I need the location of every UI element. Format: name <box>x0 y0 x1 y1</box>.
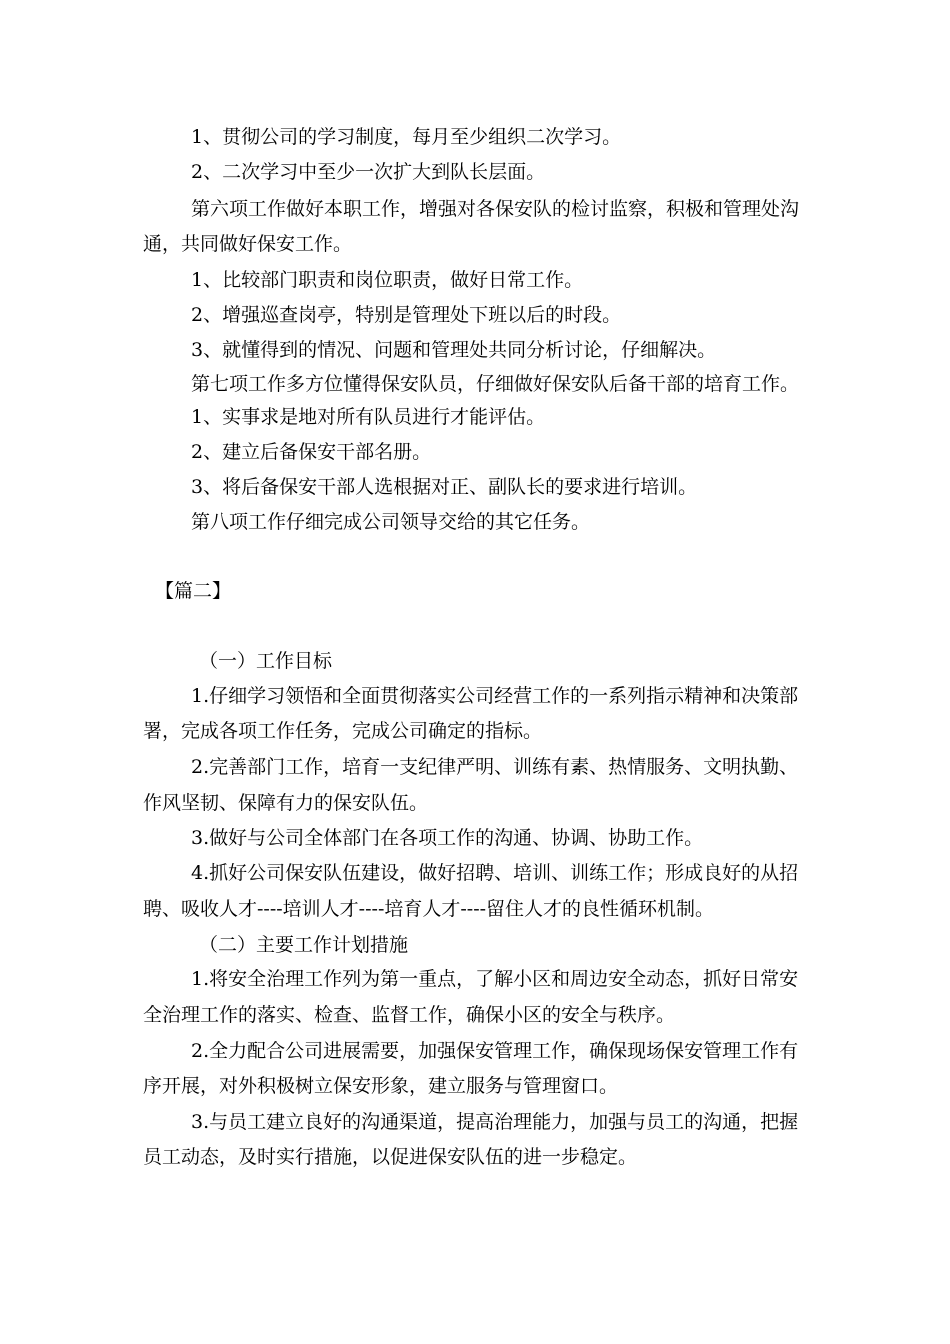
paragraph-line: 通，共同做好保安工作。 <box>143 233 353 255</box>
paragraph-line: 1、比较部门职责和岗位职责，做好日常工作。 <box>191 269 584 291</box>
paragraph-line: 3、将后备保安干部人选根据对正、副队长的要求进行培训。 <box>191 476 698 498</box>
subsection-heading: （二）主要工作计划措施 <box>199 934 409 956</box>
paragraph-line: 第七项工作多方位懂得保安队员，仔细做好保安队后备干部的培育工作。 <box>191 373 800 395</box>
section-heading: 【篇二】 <box>155 580 232 602</box>
paragraph-line: 2.完善部门工作，培育一支纪律严明、训练有素、热情服务、文明执勤、 <box>191 756 799 778</box>
paragraph-line: 2、建立后备保安干部名册。 <box>191 441 432 463</box>
paragraph-line: 4.抓好公司保安队伍建设，做好招聘、培训、训练工作；形成良好的从招 <box>191 862 799 884</box>
paragraph-line: 1、实事求是地对所有队员进行才能评估。 <box>191 406 546 428</box>
paragraph-line: 作风坚韧、保障有力的保安队伍。 <box>143 792 429 814</box>
paragraph-line: 3.与员工建立良好的沟通渠道，提高治理能力，加强与员工的沟通，把握 <box>191 1111 799 1133</box>
paragraph-line: 2.全力配合公司进展需要，加强保安管理工作，确保现场保安管理工作有 <box>191 1040 799 1062</box>
paragraph-line: 全治理工作的落实、检查、监督工作，确保小区的安全与秩序。 <box>143 1004 676 1026</box>
paragraph-line: 序开展，对外积极树立保安形象，建立服务与管理窗口。 <box>143 1075 619 1097</box>
paragraph-line: 1.仔细学习领悟和全面贯彻落实公司经营工作的一系列指示精神和决策部 <box>191 685 799 707</box>
paragraph-line: 2、增强巡查岗亭，特别是管理处下班以后的时段。 <box>191 304 622 326</box>
paragraph-line: 1、贯彻公司的学习制度，每月至少组织二次学习。 <box>191 126 622 148</box>
paragraph-line: 第六项工作做好本职工作，增强对各保安队的检讨监察，积极和管理处沟 <box>191 198 800 220</box>
paragraph-line: 署，完成各项工作任务，完成公司确定的指标。 <box>143 720 543 742</box>
paragraph-line: 第八项工作仔细完成公司领导交给的其它任务。 <box>191 511 591 533</box>
subsection-heading: （一）工作目标 <box>199 650 333 672</box>
paragraph-line: 1.将安全治理工作列为第一重点，了解小区和周边安全动态，抓好日常安 <box>191 968 799 990</box>
paragraph-line: 聘、吸收人才----培训人才----培育人才----留住人才的良性循环机制。 <box>143 898 715 920</box>
paragraph-line: 3、就懂得到的情况、问题和管理处共同分析讨论，仔细解决。 <box>191 339 717 361</box>
paragraph-line: 3.做好与公司全体部门在各项工作的沟通、协调、协助工作。 <box>191 827 704 849</box>
paragraph-line: 员工动态，及时实行措施，以促进保安队伍的进一步稳定。 <box>143 1146 638 1168</box>
paragraph-line: 2、二次学习中至少一次扩大到队长层面。 <box>191 161 546 183</box>
